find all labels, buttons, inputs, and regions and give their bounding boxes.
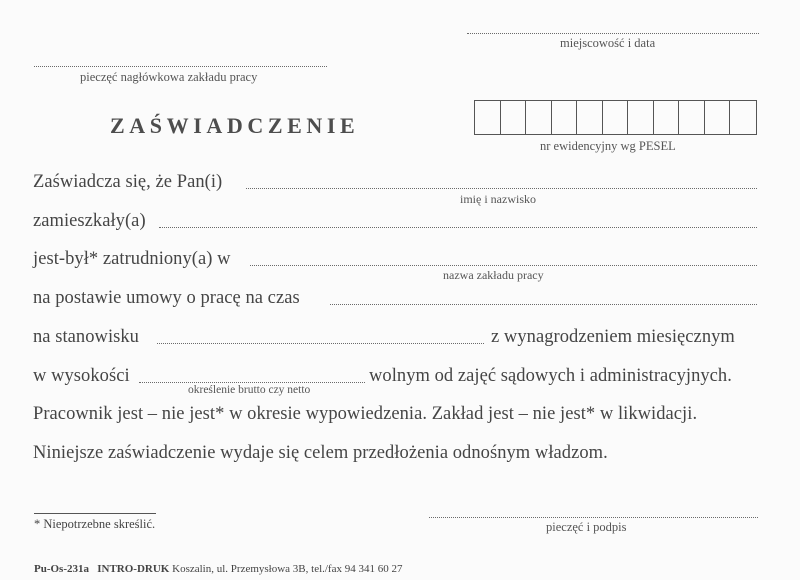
pesel-digit-cell[interactable] xyxy=(475,101,501,134)
publisher-name: INTRO-DRUK xyxy=(97,563,170,575)
signature-caption: pieczęć i podpis xyxy=(546,520,627,534)
position-label: na stanowisku xyxy=(33,327,139,347)
position-field[interactable] xyxy=(157,343,484,344)
exemption-text: wolnym od zajęć sądowych i administracyjnych. xyxy=(369,366,732,386)
signature-field[interactable] xyxy=(429,517,758,518)
pesel-digit-cell[interactable] xyxy=(603,101,629,134)
company-stamp-caption: pieczęć nagłówkowa zakładu pracy xyxy=(80,70,258,84)
purpose-text: Niniejsze zaświadczenie wydaje się celem przedłożenia odnośnym władzom. xyxy=(33,443,608,463)
employer-caption: nazwa zakładu pracy xyxy=(443,268,544,282)
salary-amount-field[interactable] xyxy=(139,382,365,383)
place-date-field[interactable] xyxy=(467,33,759,34)
address-label: zamieszkały(a) xyxy=(33,211,146,231)
employer-label: jest-był* zatrudniony(a) w xyxy=(33,249,231,269)
document-title: ZAŚWIADCZENIE xyxy=(110,113,360,138)
gross-net-caption: określenie brutto czy netto xyxy=(188,384,311,396)
footnote-text: * Niepotrzebne skreślić. xyxy=(34,517,156,531)
pesel-digit-cell[interactable] xyxy=(628,101,654,134)
pesel-digit-cell[interactable] xyxy=(654,101,680,134)
salary-label: z wynagrodzeniem miesięcznym xyxy=(491,327,735,347)
pesel-caption: nr ewidencyjny wg PESEL xyxy=(540,139,676,153)
pesel-digit-cell[interactable] xyxy=(679,101,705,134)
pesel-input-grid[interactable] xyxy=(474,100,757,135)
pesel-digit-cell[interactable] xyxy=(526,101,552,134)
address-field[interactable] xyxy=(159,227,757,228)
notice-status-text: Pracownik jest – nie jest* w okresie wypowiedzenia. Zakład jest – nie jest* w likwidacji. xyxy=(33,404,698,424)
pesel-digit-cell[interactable] xyxy=(730,101,756,134)
employer-field[interactable] xyxy=(250,265,757,266)
form-code: Pu-Os-231a xyxy=(34,563,89,575)
place-date-caption: miejscowość i data xyxy=(560,36,656,50)
pesel-digit-cell[interactable] xyxy=(552,101,578,134)
full-name-caption: imię i nazwisko xyxy=(460,192,536,206)
full-name-field[interactable] xyxy=(246,188,757,189)
publisher-address: Koszalin, ul. Przemysłowa 3B, tel./fax 94 341 60 27 xyxy=(172,563,403,575)
form-imprint xyxy=(34,563,402,575)
contract-duration-field[interactable] xyxy=(330,304,757,305)
footnote-divider xyxy=(34,513,156,514)
contract-label: na postawie umowy o pracę na czas xyxy=(33,288,300,308)
company-stamp-field[interactable] xyxy=(34,66,327,67)
pesel-digit-cell[interactable] xyxy=(577,101,603,134)
pesel-digit-cell[interactable] xyxy=(705,101,731,134)
certify-name-label: Zaświadcza się, że Pan(i) xyxy=(33,172,223,192)
amount-label: w wysokości xyxy=(33,366,130,386)
pesel-digit-cell[interactable] xyxy=(501,101,527,134)
